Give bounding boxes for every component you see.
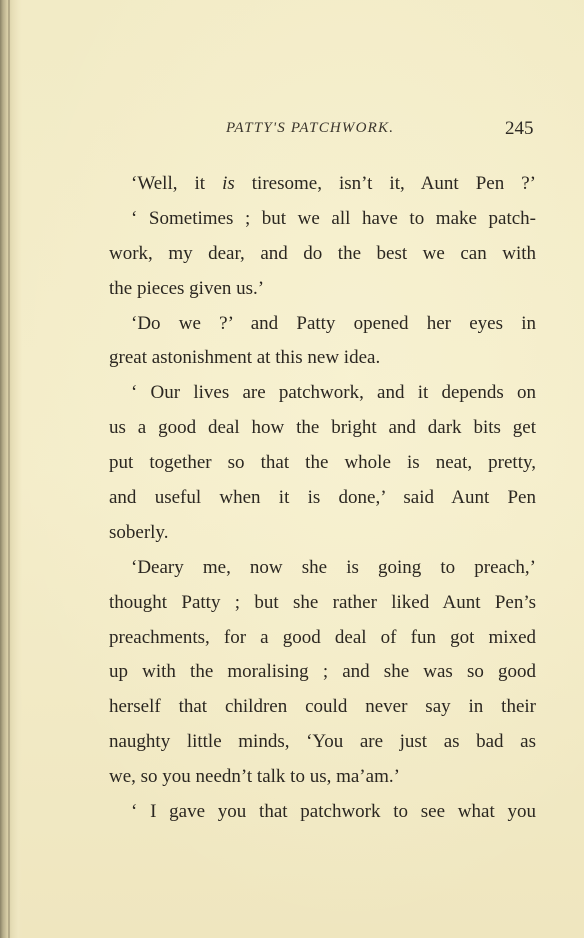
- text-line: we, so you needn’t talk to us, ma’am.’: [109, 766, 400, 788]
- text-run: ‘Well, it: [131, 173, 223, 194]
- text-line: the pieces given us.’: [109, 277, 265, 299]
- text-line: great astonishment at this new idea.: [109, 347, 381, 369]
- running-head-title: PATTY'S PATCHWORK.: [226, 120, 395, 136]
- text-line: and useful when it is done,’ said Aunt Pen: [109, 487, 536, 509]
- text-line: ‘Do we ?’ and Patty opened her eyes in: [131, 312, 536, 334]
- text-line: up with the moralising ; and she was so good: [109, 661, 536, 683]
- text-line: put together so that the whole is neat, pretty,: [109, 452, 536, 474]
- text-line: us a good deal how the bright and dark bits get: [109, 417, 536, 439]
- text-line: work, my dear, and do the best we can with: [109, 242, 536, 264]
- text-line: soberly.: [109, 521, 169, 543]
- text-line: thought Patty ; but she rather liked Aunt Pen’s: [109, 591, 536, 613]
- text-line: preachments, for a good deal of fun got mixed: [109, 626, 536, 648]
- text-line: ‘Deary me, now she is going to preach,’: [131, 556, 536, 578]
- page-number: 245: [505, 118, 534, 139]
- text-line: [109, 167, 536, 202]
- text-line: ‘ Sometimes ; but we all have to make patch-: [131, 207, 536, 229]
- emphasized-word: is: [222, 173, 235, 194]
- text-line: naughty little minds, ‘You are just as bad as: [109, 731, 536, 753]
- text-run: tiresome, isn’t it, Aunt Pen ?’: [234, 173, 536, 194]
- text-line: herself that children could never say in their: [109, 696, 536, 718]
- text-line: ‘ Our lives are patchwork, and it depends on: [131, 382, 536, 404]
- body-text: [109, 167, 536, 830]
- running-head: [0, 118, 584, 142]
- text-line: ‘ I gave you that patchwork to see what you: [131, 801, 536, 823]
